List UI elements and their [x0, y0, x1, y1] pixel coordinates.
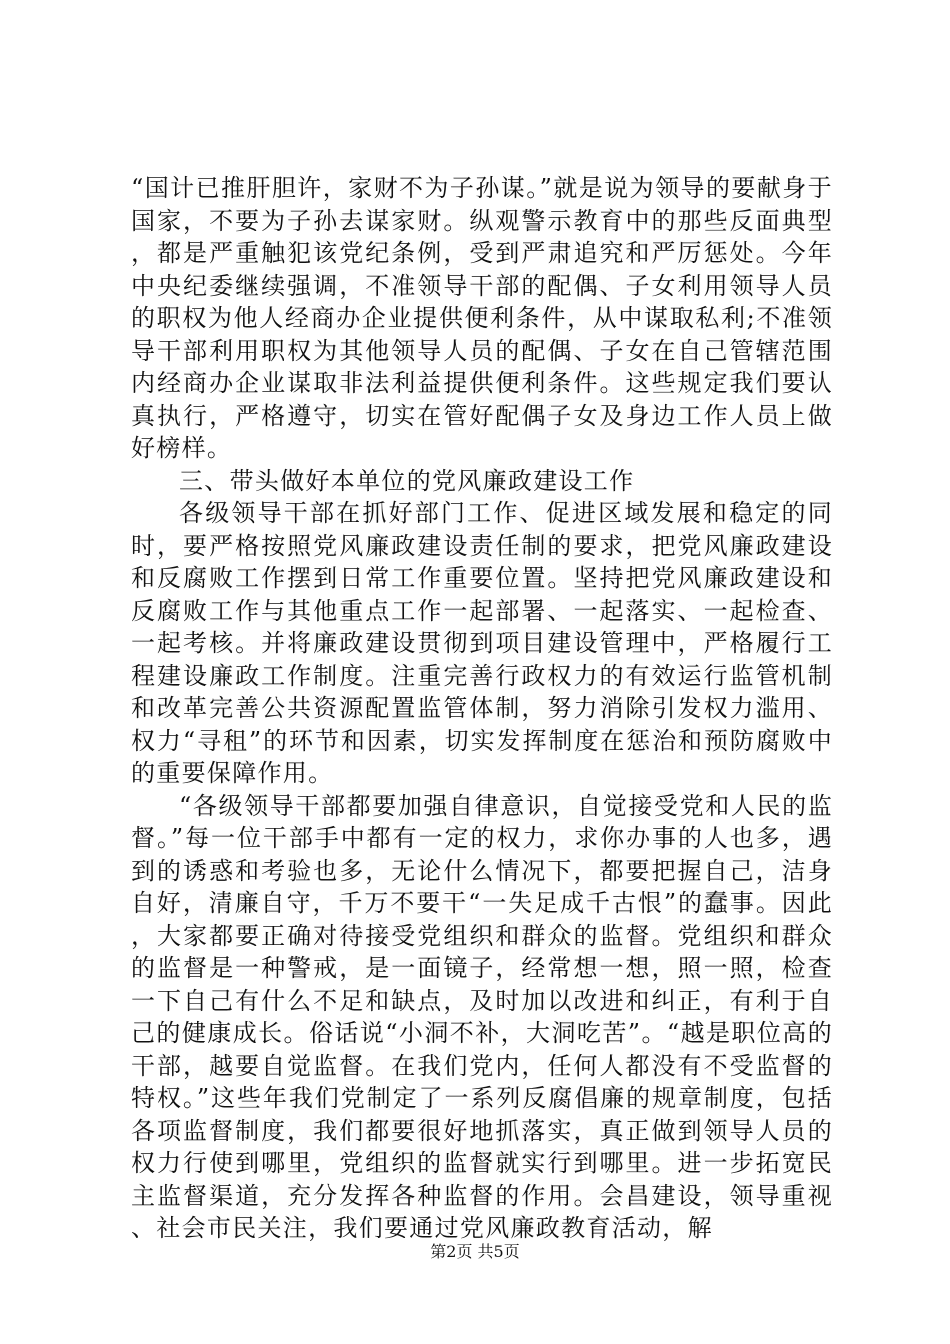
- paragraph-2: 各级领导干部在抓好部门工作、促进区域发展和稳定的同时，要严格按照党风廉政建设责任制的要求，把党风廉政建设和反腐败工作摆到日常工作重要位置。坚持把党风廉政建设和反腐败工作与其他重点工作一起部署、一起落实、一起检查、一起考核。并将廉政建设贯彻到项目建设管理中，严格履行工程建设廉政工作制度。注重完善行政权力的有效运行监管机制和改革完善公共资源配置监管体制，努力消除引发权力滥用、权力“寻租”的环节和因素，切实发挥制度在惩治和预防腐败中的重要保障作用。: [131, 499, 833, 787]
- section-heading: 三、带头做好本单位的党风廉政建设工作: [179, 466, 635, 495]
- document-body: [131, 172, 833, 1245]
- paragraph-3: “各级领导干部都要加强自律意识，自觉接受党和人民的监督。”每一位干部手中都有一定的权力，求你办事的人也多，遇到的诱惑和考验也多，无论什么情况下，都要把握自己，洁身自好，清廉自守，千万不要干“一失足成千古恨”的蠢事。因此，大家都要正确对待接受党组织和群众的监督。党组织和群众的监督是一种警戒，是一面镜子，经常想一想，照一照，检查一下自己有什么不足和缺点，及时加以改进和纠正，有利于自己的健康成长。俗话说“小洞不补，大洞吃苦”。“越是职位高的干部，越要自觉监督。在我们党内，任何人都没有不受监督的特权。”这些年我们党制定了一系列反腐倡廉的规章制度，包括各项监督制度，我们都要很好地抓落实，真正做到领导人员的权力行使到哪里，党组织的监督就实行到哪里。进一步拓宽民主监督渠道，充分发挥各种监督的作用。会昌建设，领导重视、社会市民关注，我们要通过党风廉政教育活动，解: [131, 791, 833, 1242]
- page-number-footer: 第2页 共5页: [430, 1242, 520, 1261]
- paragraph-1: “国计已推肝胆许，家财不为子孙谋。”就是说为领导的要献身于国家，不要为子孙去谋家财。纵观警示教育中的那些反面典型，都是严重触犯该党纪条例，受到严肃追究和严厉惩处。今年中央纪委继续强调，不准领导干部的配偶、子女利用领导人员的职权为他人经商办企业提供便利条件，从中谋取私利;不准领导干部利用职权为其他领导人员的配偶、子女在自己管辖范围内经商办企业谋取非法利益提供便利条件。这些规定我们要认真执行，严格遵守，切实在管好配偶子女及身边工作人员上做好榜样。: [131, 174, 833, 462]
